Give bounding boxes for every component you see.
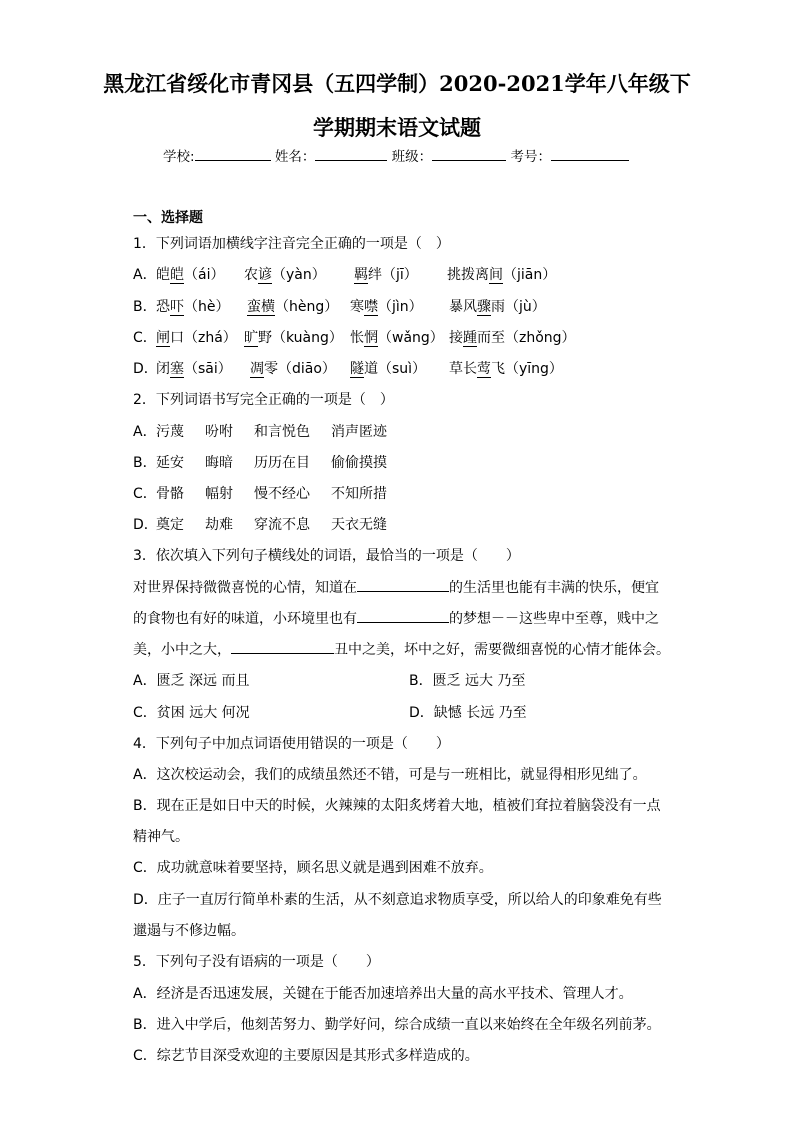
section-title: 一、选择题	[133, 210, 203, 226]
class-label: 班级：	[391, 149, 433, 165]
question-4-stem: 4．下列句子中加点词语使用错误的一项是（ ）	[133, 736, 450, 752]
student-info-row	[163, 145, 629, 165]
q2-option-a: A． 污蔑 吩咐 和言悦色 消声匿迹	[133, 424, 387, 440]
q3-blank-1[interactable]	[357, 577, 449, 592]
q3-passage-line1: 对世界保持微微喜悦的心情，知道在 的生活里也能有丰满的快乐，便宜	[133, 577, 659, 597]
q1-option-b: B． 恐吓（hè） 蛮横（hèng） 寒噤（jìn） 暴风骤雨（jù）	[133, 299, 546, 315]
q1-option-d: D． 闭塞（sāi） 凋零（diāo） 隧道（suì） 草长莺飞（yīng）	[133, 361, 563, 377]
document-title-line2: 学期期末语文试题	[313, 115, 481, 140]
q5-option-c: C．综艺节目深受欢迎的主要原因是其形式多样造成的。	[133, 1048, 479, 1064]
document-title-line1: 黑龙江省绥化市青冈县（五四学制）2020-2021学年八年级下	[103, 71, 691, 96]
class-blank[interactable]	[432, 148, 506, 161]
q2-option-c: C． 骨骼 幅射 慢不经心 不知所措	[133, 486, 387, 502]
q3-option-a: A．匮乏 深远 而且	[133, 673, 250, 689]
q3-passage-line3: 美，小中之大， 丑中之美，坏中之好，需要微细喜悦的心情才能体会。	[133, 639, 670, 659]
q4-option-d-line1: D．庄子一直厉行简单朴素的生活，从不刻意追求物质享受，所以给人的印象难免有些	[133, 892, 662, 908]
exam-no-blank[interactable]	[551, 148, 629, 161]
question-3-stem: 3．依次填入下列句子横线处的词语，最恰当的一项是（ ）	[133, 548, 520, 564]
q4-option-b-line2: 精神气。	[133, 829, 189, 845]
q3-passage-line2: 的食物也有好的味道，小环境里也有 的梦想－－这些卑中至尊，贱中之	[133, 608, 659, 628]
school-label: 学校:	[163, 149, 195, 165]
q4-option-a: A．这次校运动会，我们的成绩虽然还不错，可是与一班相比，就显得相形见绌了。	[133, 767, 647, 783]
question-1-stem: 1．下列词语加横线字注音完全正确的一项是（ ）	[133, 236, 450, 252]
q3-option-c: C．贫困 远大 何况	[133, 705, 250, 721]
question-2-stem: 2．下列词语书写完全正确的一项是（ ）	[133, 392, 394, 408]
exam-no-label: 考号：	[510, 149, 551, 165]
q4-option-b-line1: B．现在正是如日中天的时候，火辣辣的太阳炙烤着大地，植被们耷拉着脑袋没有一点	[133, 798, 661, 814]
q3-option-b: B．匮乏 远大 乃至	[409, 673, 526, 689]
q2-option-d: D． 奠定 劫难 穿流不息 天衣无缝	[133, 517, 387, 533]
q1-option-c: C． 闸口（zhá） 旷野（kuàng） 怅惘（wǎng） 接踵而至（zhǒng）	[133, 330, 576, 346]
q2-option-b: B． 延安 晦暗 历历在目 偷偷摸摸	[133, 455, 387, 471]
q4-option-d-line2: 邋遢与不修边幅。	[133, 923, 245, 939]
q4-option-c: C．成功就意味着要坚持，顾名思义就是遇到困难不放弃。	[133, 860, 493, 876]
q5-option-a: A．经济是否迅速发展，关键在于能否加速培养出大量的高水平技术、管理人才。	[133, 986, 633, 1002]
q3-blank-3[interactable]	[231, 639, 334, 654]
name-blank[interactable]	[315, 148, 387, 161]
q3-option-d: D．缺憾 长远 乃至	[409, 705, 527, 721]
q3-blank-2[interactable]	[357, 608, 449, 623]
q5-option-b: B．进入中学后，他刻苦努力、勤学好问，综合成绩一直以来始终在全年级名列前茅。	[133, 1017, 661, 1033]
question-5-stem: 5．下列句子没有语病的一项是（ ）	[133, 954, 380, 970]
name-label: 姓名：	[274, 149, 316, 165]
q1-option-a: A． 皑皑（ái） 农谚（yàn） 羁绊（jī） 挑拨离间（jiān）	[133, 267, 557, 283]
school-blank[interactable]	[195, 148, 271, 161]
